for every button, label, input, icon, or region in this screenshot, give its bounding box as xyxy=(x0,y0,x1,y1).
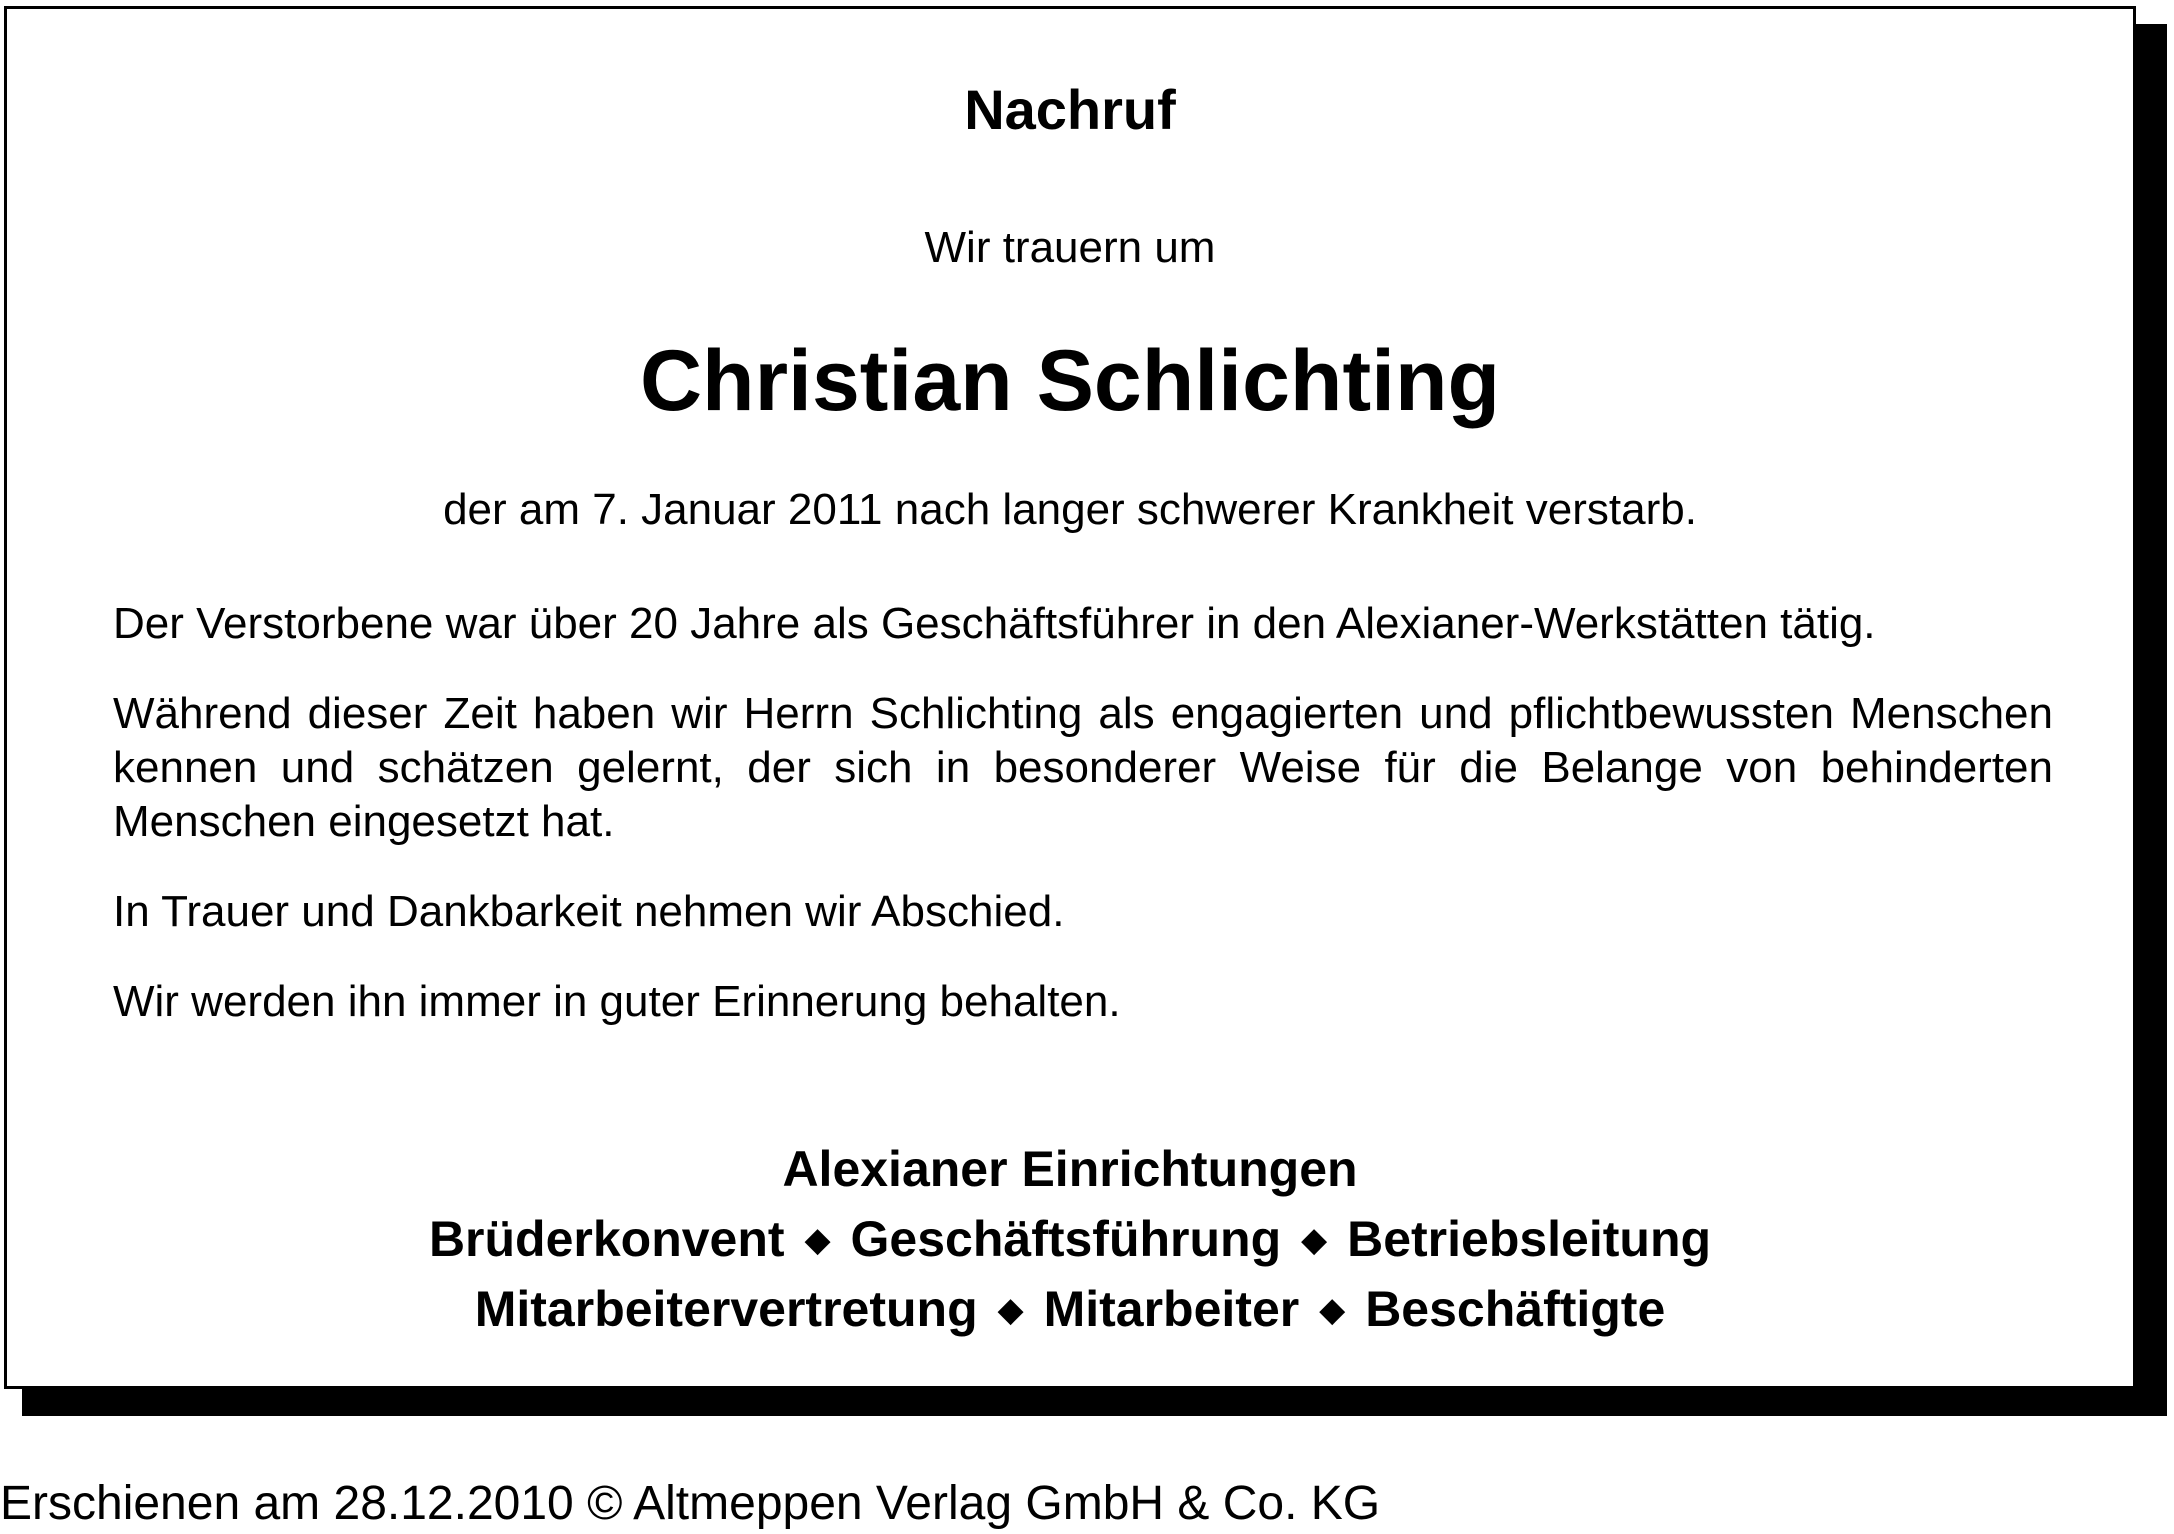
diamond-separator-icon: ◆ xyxy=(997,1290,1024,1329)
paragraph-tribute: Während dieser Zeit haben wir Herrn Schlichting als engagierten und pflichtbewussten Menschen kennen und schätzen gelernt, der sich in besonderer Weise für die Belange von behinderten Menschen eingesetzt hat. xyxy=(113,689,2053,846)
deceased-name: Christian Schlichting xyxy=(639,333,1501,429)
diamond-separator-icon: ◆ xyxy=(804,1220,831,1259)
paragraph-career: Der Verstorbene war über 20 Jahre als Geschäftsführer in den Alexianer-Werkstätten tätig. xyxy=(113,599,1876,648)
signature-organization: Alexianer Einrichtungen xyxy=(782,1141,1358,1197)
publication-footer: Erschienen am 28.12.2010 © Altmeppen Verlag GmbH & Co. KG xyxy=(0,1477,1381,1530)
signature-brotherhood: Brüderkonvent xyxy=(428,1211,785,1267)
paragraph-farewell: In Trauer und Dankbarkeit nehmen wir Abschied. xyxy=(113,887,1065,936)
signature-workers: Beschäftigte xyxy=(1365,1281,1666,1337)
signature-line-2 xyxy=(7,1209,2133,1273)
paragraph-remembrance: Wir werden ihn immer in guter Erinnerung behalten. xyxy=(113,977,1121,1026)
obituary-notice xyxy=(4,6,2136,1389)
signature-management: Geschäftsführung xyxy=(850,1211,1282,1267)
notice-title: Nachruf xyxy=(964,78,1176,141)
signature-employees: Mitarbeiter xyxy=(1043,1281,1300,1337)
death-line: der am 7. Januar 2011 nach langer schwerer Krankheit verstarb. xyxy=(443,485,1697,534)
signature-staff-council: Mitarbeitervertretung xyxy=(474,1281,978,1337)
intro-line: Wir trauern um xyxy=(924,223,1216,272)
diamond-separator-icon: ◆ xyxy=(1301,1220,1328,1259)
signature-line-3 xyxy=(7,1279,2133,1343)
diamond-separator-icon: ◆ xyxy=(1319,1290,1346,1329)
signature-operations: Betriebsleitung xyxy=(1347,1211,1712,1267)
